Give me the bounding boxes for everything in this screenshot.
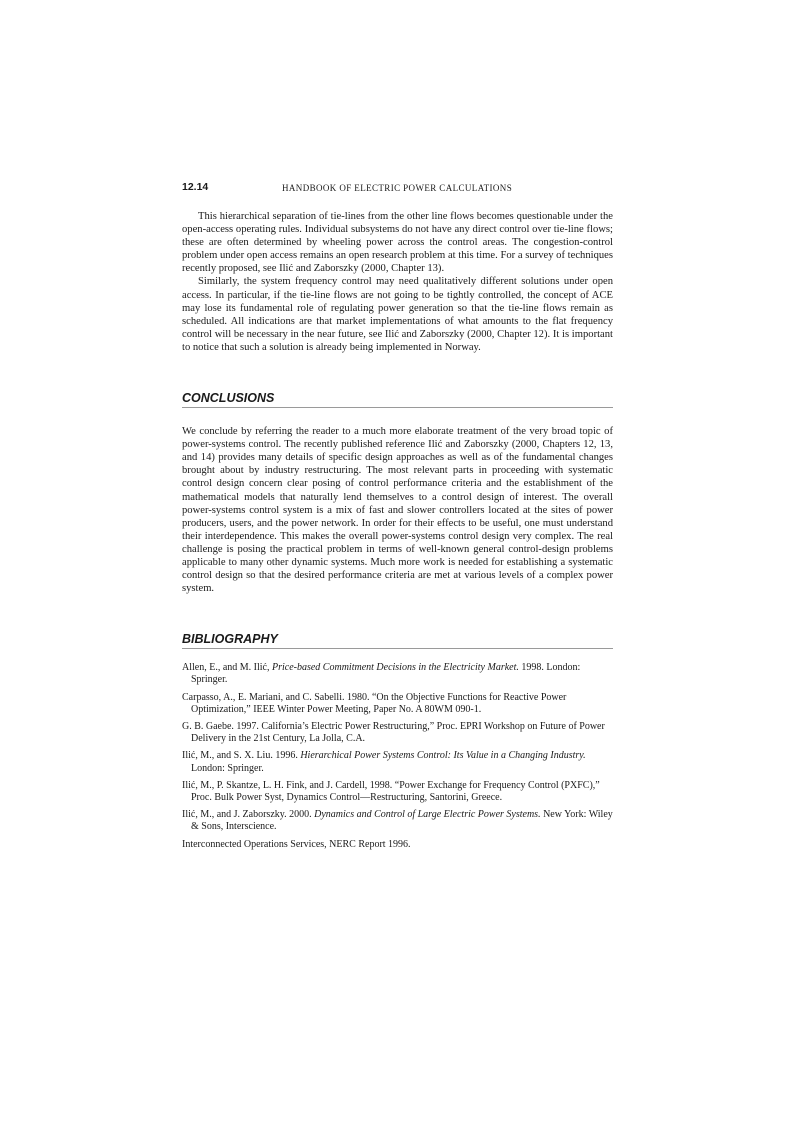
- bibliography-entry: [182, 662, 613, 686]
- bibliography-entry: [182, 839, 613, 851]
- bib-entry-text-after: 1998. London: Springer.: [191, 662, 581, 686]
- bibliography-entry: [182, 780, 613, 804]
- book-page: [182, 180, 613, 856]
- running-header: [182, 180, 613, 198]
- bib-entry-text: Ilić, M., and J. Zaborszky. 2000.: [182, 809, 315, 821]
- intro-paragraph-1: This hierarchical separation of tie-lines from the other line flows becomes questionable under the open-access operating rules. Individual subsystems do not have any direct control over tie-line flows; these are often determined by wheeling power across the control areas. The congestion-control problem under open access remains an open research problem at this time. For a survey of techniques recently proposed, see Ilić and Zaborszky (2000, Chapter 13).: [182, 211, 613, 275]
- bib-entry-text: Allen, E., and M. Ilić,: [182, 662, 272, 674]
- bib-entry-text: Interconnected Operations Services, NERC Report 1996.: [182, 838, 411, 850]
- intro-paragraph-2: Similarly, the system frequency control may need qualitatively different solutions under open access. In particular, if the tie-line flows are not going to be tightly controlled, the concept of ACE may lose its fundamental role of regulating power generation so that the tie-line flows remain as scheduled. All indications are that market implementations of what amounts to the flat frequency control will be necessary in the near future, see Ilić and Zaborszky (2000, Chapter 12). It is important to notice that such a solution is already being implemented in Norway.: [182, 276, 613, 353]
- bibliography-entry: [182, 692, 613, 716]
- bib-entry-title: Price-based Commitment Decisions in the Electricity Market.: [271, 662, 519, 674]
- page-number: 12.14: [182, 181, 209, 193]
- bibliography-entry: [182, 809, 613, 833]
- intro-section: [182, 210, 613, 354]
- bib-entry-text-after: New York: Wiley & Sons, Interscience.: [191, 809, 613, 833]
- conclusions-heading: CONCLUSIONS: [182, 391, 613, 408]
- bib-entry-text: Ilić, M., and S. X. Liu. 1996.: [182, 750, 301, 762]
- bib-entry-title: Hierarchical Power Systems Control: Its Value in a Changing Industry.: [300, 750, 586, 762]
- bibliography-list: [182, 662, 613, 851]
- running-title: HANDBOOK OF ELECTRIC POWER CALCULATIONS: [282, 183, 513, 193]
- bib-entry-text: Ilić, M., P. Skantze, L. H. Fink, and J. Cardell, 1998. “Power Exchange for Frequency Control (PXFC),” Proc. Bulk Power Syst, Dynamics Control—Restructuring, Santorini, Greece.: [182, 779, 600, 804]
- bib-entry-text-after: London: Springer.: [191, 762, 264, 774]
- bib-entry-title: Dynamics and Control of Large Electric Power Systems.: [314, 809, 541, 821]
- conclusions-paragraph: We conclude by referring the reader to a much more elaborate treatment of the very broad topic of power-systems control. The recently published reference Ilić and Zaborszky (2000, Chapters 12, 13, and 14) provides many details of specific design approaches as well as of the fundamental changes brought about by industry restructuring. The most relevant parts in proceeding with systematic control design concern clear posing of control performance criteria and the establishment of the mathematical models that naturally lend themselves to a control design of interest. The overall power-systems control system is a mix of fast and slower controllers located at the sites of power producers, users, and the power network. In order for their effects to be useful, one must understand their interdependence. This makes the overall power-systems control design very complex. The real challenge is posing the practical problem in terms of well-known general control-design problems applicable to many other dynamic systems. Much more work is needed for establishing a systematic control design so that the desired performance criteria are met at various levels of a complex power system.: [182, 426, 613, 595]
- bib-entry-text: G. B. Gaebe. 1997. California’s Electric Power Restructuring,” Proc. EPRI Workshop on Future of Power Delivery in the 21st Century, La Jolla, C.A.: [182, 721, 605, 745]
- bibliography-entry: [182, 750, 613, 774]
- bib-entry-text: Carpasso, A., E. Mariani, and C. Sabelli. 1980. “On the Objective Functions for Reactive Power Optimization,” IEEE Winter Power Meeting, Paper No. A 80WM 090-1.: [182, 691, 567, 715]
- conclusions-section: [182, 425, 613, 595]
- bibliography-entry: [182, 721, 613, 745]
- bibliography-heading: BIBLIOGRAPHY: [182, 632, 613, 649]
